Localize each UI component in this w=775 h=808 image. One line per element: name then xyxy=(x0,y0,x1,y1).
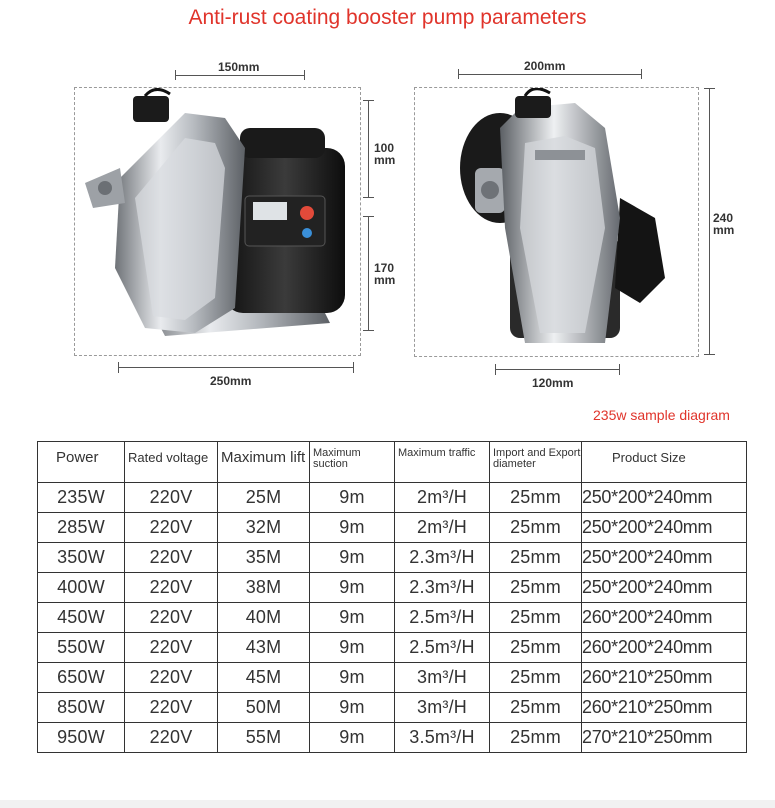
cell-lift: 35M xyxy=(218,543,310,573)
cell-size: 270*210*250mm xyxy=(582,723,747,753)
cell-size: 260*200*240mm xyxy=(582,603,747,633)
cell-traffic: 2.3m³/H xyxy=(395,543,490,573)
header-maximum-lift: Maximum lift xyxy=(218,442,310,483)
cell-lift: 38M xyxy=(218,573,310,603)
cell-suction: 9m xyxy=(310,573,395,603)
dimension-label-bottom-right: 120mm xyxy=(532,376,574,390)
table-row xyxy=(38,663,747,693)
cell-power: 235W xyxy=(38,483,125,513)
header-rated-voltage: Rated voltage xyxy=(125,442,218,483)
dimension-label-lower-right: 170 mm xyxy=(374,261,396,287)
header-product-size: Product Size xyxy=(582,442,747,483)
cell-suction: 9m xyxy=(310,483,395,513)
cell-traffic: 3m³/H xyxy=(395,663,490,693)
cell-traffic: 2.3m³/H xyxy=(395,573,490,603)
cell-diameter: 25mm xyxy=(490,543,582,573)
pump-front-illustration xyxy=(415,88,698,356)
table-header-row xyxy=(38,442,747,483)
cell-lift: 45M xyxy=(218,663,310,693)
dimension-label-bottom-left: 250mm xyxy=(210,374,252,388)
cell-traffic: 3.5m³/H xyxy=(395,723,490,753)
cell-voltage: 220V xyxy=(125,543,218,573)
cell-power: 650W xyxy=(38,663,125,693)
pump-side-illustration xyxy=(75,88,360,355)
table-row xyxy=(38,543,747,573)
cell-size: 250*200*240mm xyxy=(582,543,747,573)
cell-traffic: 2m³/H xyxy=(395,513,490,543)
cell-traffic: 2.5m³/H xyxy=(395,633,490,663)
pump-side-photo xyxy=(74,87,361,356)
cell-voltage: 220V xyxy=(125,603,218,633)
cell-suction: 9m xyxy=(310,603,395,633)
cell-suction: 9m xyxy=(310,663,395,693)
pump-front-photo xyxy=(414,87,699,357)
cell-suction: 9m xyxy=(310,513,395,543)
header-power: Power xyxy=(38,442,125,483)
header-maximum-traffic: Maximum traffic xyxy=(395,442,490,483)
table-row xyxy=(38,483,747,513)
table-row xyxy=(38,513,747,543)
cell-lift: 25M xyxy=(218,483,310,513)
cell-diameter: 25mm xyxy=(490,663,582,693)
cell-size: 260*210*250mm xyxy=(582,693,747,723)
cell-power: 285W xyxy=(38,513,125,543)
cell-traffic: 2.5m³/H xyxy=(395,603,490,633)
cell-diameter: 25mm xyxy=(490,633,582,663)
cell-size: 260*200*240mm xyxy=(582,633,747,663)
dimension-label-right: 240 mm xyxy=(713,211,735,237)
cell-suction: 9m xyxy=(310,693,395,723)
table-row xyxy=(38,723,747,753)
cell-lift: 50M xyxy=(218,693,310,723)
cell-traffic: 2m³/H xyxy=(395,483,490,513)
cell-lift: 43M xyxy=(218,633,310,663)
cell-power: 450W xyxy=(38,603,125,633)
cell-diameter: 25mm xyxy=(490,483,582,513)
cell-lift: 55M xyxy=(218,723,310,753)
header-maximum-suction: Maximum suction xyxy=(310,442,395,483)
cell-power: 950W xyxy=(38,723,125,753)
cell-voltage: 220V xyxy=(125,633,218,663)
cell-power: 400W xyxy=(38,573,125,603)
cell-lift: 40M xyxy=(218,603,310,633)
table-row xyxy=(38,573,747,603)
cell-power: 550W xyxy=(38,633,125,663)
cell-voltage: 220V xyxy=(125,513,218,543)
cell-suction: 9m xyxy=(310,633,395,663)
header-diameter: Import and Export diameter xyxy=(490,442,582,483)
cell-diameter: 25mm xyxy=(490,723,582,753)
cell-voltage: 220V xyxy=(125,573,218,603)
dimension-label-top-left: 150mm xyxy=(218,60,260,74)
cell-size: 250*200*240mm xyxy=(582,513,747,543)
cell-power: 850W xyxy=(38,693,125,723)
table-row xyxy=(38,633,747,663)
cell-diameter: 25mm xyxy=(490,573,582,603)
cell-diameter: 25mm xyxy=(490,513,582,543)
page-title: Anti-rust coating booster pump parameters xyxy=(188,6,587,29)
cell-diameter: 25mm xyxy=(490,693,582,723)
cell-suction: 9m xyxy=(310,543,395,573)
cell-lift: 32M xyxy=(218,513,310,543)
cell-size: 250*200*240mm xyxy=(582,483,747,513)
cell-suction: 9m xyxy=(310,723,395,753)
table-row xyxy=(38,603,747,633)
cell-voltage: 220V xyxy=(125,693,218,723)
cell-voltage: 220V xyxy=(125,723,218,753)
sample-caption: 235w sample diagram xyxy=(593,407,730,423)
cell-power: 350W xyxy=(38,543,125,573)
dimension-label-top-right: 200mm xyxy=(524,59,566,73)
cell-size: 260*210*250mm xyxy=(582,663,747,693)
cell-traffic: 3m³/H xyxy=(395,693,490,723)
cell-voltage: 220V xyxy=(125,483,218,513)
dimension-label-upper-right: 100 mm xyxy=(374,141,396,167)
parameter-table xyxy=(37,441,747,753)
cell-diameter: 25mm xyxy=(490,603,582,633)
footer-strip xyxy=(0,800,775,808)
cell-size: 250*200*240mm xyxy=(582,573,747,603)
table-row xyxy=(38,693,747,723)
cell-voltage: 220V xyxy=(125,663,218,693)
